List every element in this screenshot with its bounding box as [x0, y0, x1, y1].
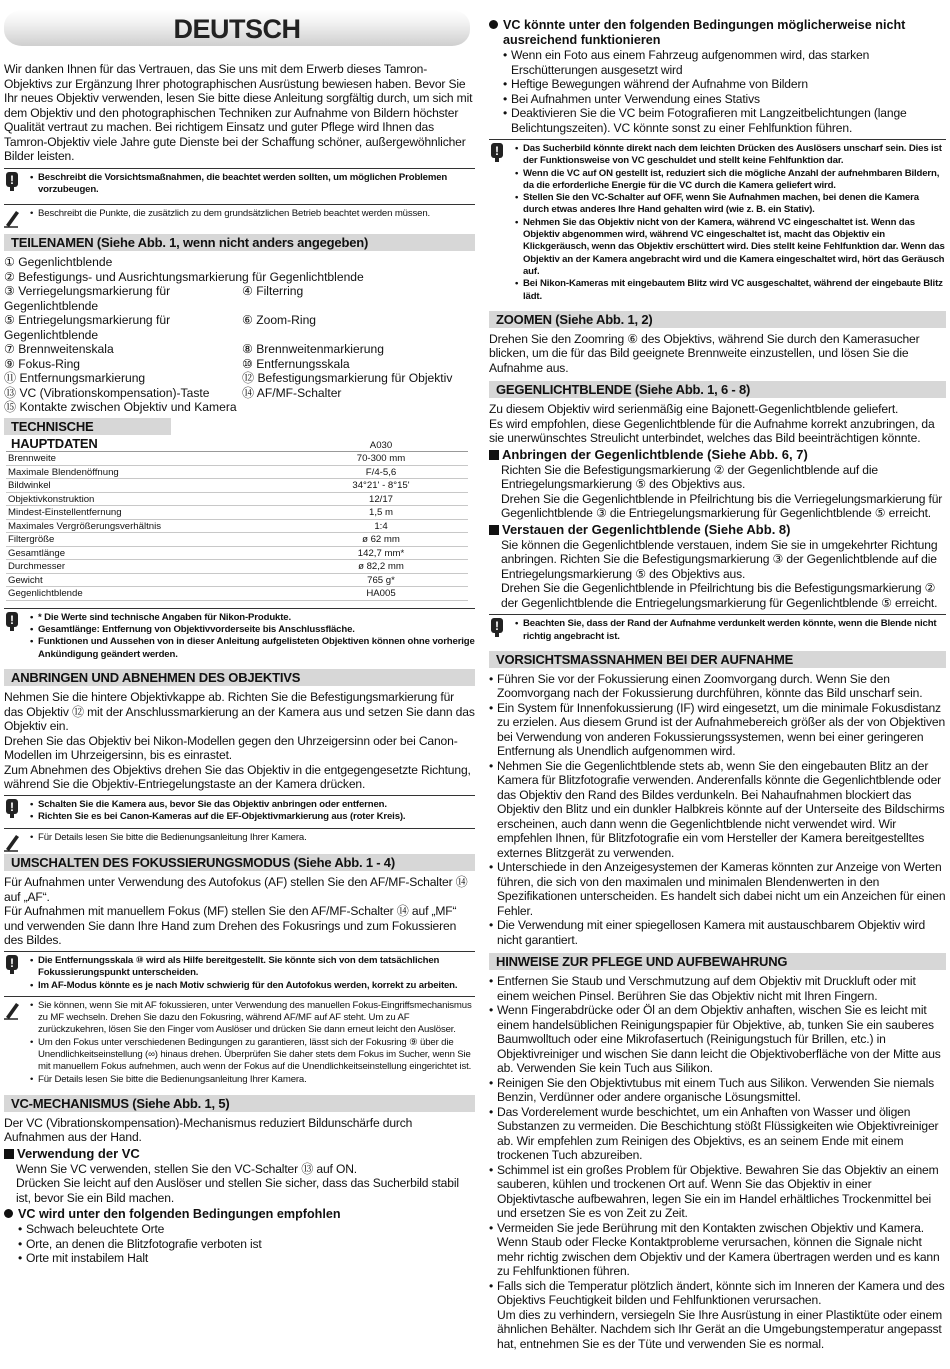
hood-cautions — [489, 614, 946, 645]
caution-icon — [4, 171, 20, 193]
vc-heading: VC-MECHANISMUS (Siehe Abb. 1, 5) — [4, 1095, 475, 1112]
vc-use-p2: Drücken Sie leicht auf den Auslöser und stellen Sie sicher, dass das Sucherbild stabil ist, bevor Sie ein Bild machen. — [16, 1176, 459, 1205]
focus-p1: Für Aufnahmen unter Verwendung des Autofokus (AF) stellen Sie den AF/MF-Schalter ⑭ auf „AF“. — [4, 875, 468, 904]
table-row — [6, 506, 468, 520]
circle-bullet-icon — [489, 20, 498, 29]
spec-value: 142,7 mm* — [294, 546, 468, 560]
list-item: • Schwach beleuchtete Orte — [18, 1222, 475, 1237]
spec-value: 70-300 mm — [294, 452, 468, 466]
spec-value: ø 82,2 mm — [294, 560, 468, 574]
mount-memos — [4, 828, 475, 846]
parts-row — [4, 284, 475, 313]
right-column — [489, 18, 946, 1351]
hood-store-p2: Drehen Sie die Gegenlichtblende in Pfeilrichtung bis die Befestigungsmarkierung ② der Gegenlichtblende die Entriegelungsmarkierung für Gegenlichtblende ⑤ erreicht. — [501, 581, 938, 610]
caution-icon — [489, 617, 505, 639]
spec-label: Brennweite — [6, 452, 294, 466]
svg-text:!: ! — [10, 612, 14, 627]
memo-icon — [4, 831, 20, 853]
svg-text:!: ! — [495, 619, 499, 634]
parts-row — [4, 270, 475, 285]
circle-bullet-icon — [4, 1209, 13, 1218]
memo-item: • Sie können, wenn Sie mit AF fokussieren, unter Verwendung des manuellen Fokus-Eingriffsmechanismus zu MF wechseln. Drehen Sie dazu den Fokusring, während AF/MF auf AF steht. Um zu AF zurückzukehren, lösen Sie den Finger vom Auslöser und drücken Sie dann erneut leicht den Auslöser. — [30, 1000, 475, 1037]
hood-store-heading — [489, 522, 946, 538]
spec-label: Durchmesser — [6, 560, 294, 574]
vc-recommended-list — [4, 1222, 475, 1266]
part-name: ② Befestigungs- und Ausrichtungsmarkierung für Gegenlichtblende — [4, 269, 364, 284]
zoom-heading: ZOOMEN (Siehe Abb. 1, 2) — [489, 311, 946, 328]
list-item: • Das Vorderelement wurde beschichtet, um ein Anhaften von Wasser und öligen Substanzen zu vermeiden. Die Beschichtung stößt Flüssigkeiten wie Objektivreiniger ab. Wir empfehlen zum Reinigen des Objektivs, es an seinem Ende mit einem trockenen Tuch abzureiben. — [489, 1105, 946, 1163]
spec-label: Gewicht — [6, 573, 294, 587]
list-item: • Entfernen Sie Staub und Verschmutzung auf dem Objektiv mit Druckluft oder mit einem weichen Pinsel. Berühren Sie das Objektiv nicht mit Ihren Fingern. — [489, 974, 946, 1003]
spec-value: 1,5 m — [294, 506, 468, 520]
hood-p2: Es wird empfohlen, diese Gegenlichtblende für die Aufnahme korrekt anzubringen, da sie unerwünschtes Streulicht unterbindet, welches das Bild beeinträchtigen könnte. — [489, 416, 935, 446]
part-name: ⑦ Brennweitenskala — [4, 342, 114, 357]
hood-heading: GEGENLICHTBLENDE (Siehe Abb. 1, 6 - 8) — [489, 381, 946, 398]
specs-table — [6, 439, 468, 601]
caution-item: • Stellen Sie den VC-Schalter auf OFF, wenn Sie Aufnahmen machen, bei denen die Kamera durch etwas anderes Ihre Hand gehalten wird (wie z. B. ein Stativ). — [515, 192, 946, 217]
spec-label: Filtergröße — [6, 533, 294, 547]
memo-item: • Für Details lesen Sie bitte die Bedienungsanleitung Ihrer Kamera. — [30, 832, 475, 844]
table-row — [6, 465, 468, 479]
list-item: • Reinigen Sie den Objektivtubus mit einem Tuch aus Silikon. Verwenden Sie niemals Benzin, Verdünner oder andere organische Lösungsmittel. — [489, 1076, 946, 1105]
precautions-list — [489, 672, 946, 948]
parts-row — [4, 313, 475, 342]
intro-paragraph: Wir danken Ihnen für das Vertrauen, das Sie uns mit dem Erwerb dieses Tamron-Objektivs zur Ergänzung Ihrer photographischen Ausrüstung bewiesen haben. Bevor Sie Ihr neues Objektiv verwenden, lesen Sie bitte diese Anleitung sorgfältig durch, um sich mit dem Objektiv und den photographischen Techniken zur Aufnahme von Bildern höchster Qualität vertraut zu machen. Bei richtigem Einsatz und guter Pflege wird Ihnen das Tamron-Objektiv viele Jahre gute Dienste bei der Schaffung schöner, außergewöhnlicher Bilder leisten. — [4, 62, 473, 163]
focus-heading: UMSCHALTEN DES FOKUSSIERUNGSMODUS (Siehe Abb. 1 - 4) — [4, 854, 475, 871]
hood-attach-p2: Drehen Sie die Gegenlichtblende in Pfeilrichtung bis die Verriegelungsmarkierung für Gegenlichtblende ③ die Entriegelungsmarkierung für Gegenlichtblende ⑤ erreicht. — [501, 491, 943, 521]
caution-item: • Richten Sie es bei Canon-Kameras auf die EF-Objektivmarkierung aus (roter Kreis). — [30, 811, 475, 823]
caution-icon — [4, 798, 20, 820]
hood-attach-p1: Richten Sie die Befestigungsmarkierung ② der Gegenlichtblende auf die Entriegelungsmarkierung ⑤ des Objektivs aus. — [501, 462, 878, 492]
svg-text:!: ! — [495, 144, 499, 158]
parts-heading: TEILENAMEN (Siehe Abb. 1, wenn nicht anders angegeben) — [4, 234, 475, 251]
legend-caution — [4, 168, 475, 199]
focus-cautions — [4, 951, 475, 994]
parts-row — [4, 371, 475, 386]
svg-text:!: ! — [10, 955, 14, 970]
legend-caution-text: • Beschreibt die Vorsichtsmaßnahmen, die beachtet werden sollten, um möglichen Problemen vorzubeugen. — [30, 172, 475, 197]
page-title: DEUTSCH — [173, 14, 301, 44]
list-item: • Schimmel ist ein großes Problem für Objektive. Bewahren Sie das Objektiv an einem sauberen, kühlen und trockenen Ort auf. Wenn Sie das Objektiv in einer Objektivtasche aufbewahren, legen Sie ein im Handel erhältliches Trockenmittel bei und ersetzen Sie es von Zeit zu Zeit. — [489, 1163, 946, 1221]
caution-item: • Schalten Sie die Kamera aus, bevor Sie das Objektiv anbringen oder entfernen. — [30, 799, 475, 811]
svg-text:!: ! — [10, 799, 14, 814]
memo-icon — [4, 999, 20, 1021]
list-item: • Deaktivieren Sie die VC beim Fotografieren mit Langzeitbelichtungen (lange Belichtungszeiten). VC könnte sonst zu einer Fehlfunktion führen. — [503, 106, 946, 135]
focus-p2: Für Aufnahmen mit manuellem Fokus (MF) stellen Sie den AF/MF-Schalter ⑭ auf „MF“ und verwenden Sie dann Ihre Hand zum Drehen des Fokusrings und zum Fokussieren des Bildes. — [4, 904, 457, 948]
mount-p1: Nehmen Sie die hintere Objektivkappe ab. Richten Sie die Befestigungsmarkierung für das Objektiv ⑫ mit der Anschlussmarkierung an der Kamera aus und setzen Sie dann das Objektiv ein. — [4, 690, 475, 734]
part-name: ⑩ Entfernungsskala — [242, 356, 350, 371]
table-row — [6, 587, 468, 601]
part-name: ④ Filterring — [242, 284, 304, 299]
spec-value: ø 62 mm — [294, 533, 468, 547]
svg-text:!: ! — [10, 172, 14, 187]
list-item: • Ein System für Innenfokussierung (IF) wird eingesetzt, um die minimale Fokusdistanz zu erzielen. Aus diesem Grund ist der Aufnahmebereich größer als der von Objektiven bei Verwendung von anderen Fokussierungssystemen, wenn bei einer geringeren Entfernung als Unendlich aufgenommen wird. — [489, 701, 946, 759]
care-heading: HINWEISE ZUR PFLEGE UND AUFBEWAHRUNG — [489, 953, 946, 970]
vc-not-sufficient-list — [489, 48, 946, 135]
vc-use-heading — [4, 1146, 475, 1162]
specs-notes — [4, 608, 475, 663]
vc-use-heading-text: Verwendung der VC — [17, 1145, 140, 1161]
spec-label: Maximales Vergrößerungsverhältnis — [6, 519, 294, 533]
left-column — [4, 62, 475, 1266]
caution-item: • Bei Nikon-Kameras mit eingebautem Blitz wird VC ausgeschaltet, während der eingebaute Blitz lädt. — [515, 278, 946, 303]
parts-row — [4, 357, 475, 372]
spec-note: • Funktionen und Aussehen von in dieser Anleitung aufgelisteten Objektiven können ohne vorherige Ankündigung geändert werden. — [30, 636, 475, 661]
table-row — [6, 452, 468, 466]
spec-note: • Gesamtlänge: Entfernung von Objektivvorderseite bis Anschlussfläche. — [30, 624, 475, 636]
list-item: • Führen Sie vor der Fokussierung einen Zoomvorgang durch. Wenn Sie den Zoomvorgang nach der Fokussierung durchführen, könnte das Bild unscharf sein. — [489, 672, 946, 701]
mount-p2: Drehen Sie das Objektiv bei Nikon-Modellen gegen den Uhrzeigersinn oder bei Canon-Modellen im Uhrzeigersinn, bis es einrastet. — [4, 733, 458, 763]
memo-item: • Für Details lesen Sie bitte die Bedienungsanleitung Ihrer Kamera. — [30, 1074, 475, 1086]
specs-heading: TECHNISCHE HAUPTDATEN — [4, 418, 171, 435]
spec-label: Bildwinkel — [6, 479, 294, 493]
vc-use-p1: Wenn Sie VC verwenden, stellen Sie den VC-Schalter ⑬ auf ON. — [16, 1161, 357, 1176]
vc-not-sufficient-heading-text: VC könnte unter den folgenden Bedingungen möglicherweise nicht ausreichend funktionieren — [503, 18, 906, 47]
caution-item: • Die Entfernungsskala ⑩ wird als Hilfe bereitgestellt. Sie könnte sich von dem tatsächlichen Fokussierungspunkt unterscheiden. — [30, 955, 475, 980]
part-name: ⑫ Befestigungsmarkierung für Objektiv — [242, 371, 453, 386]
hood-store-p1: Sie können die Gegenlichtblende verstauen, indem Sie sie in umgekehrter Richtung anbringen. Richten Sie die Befestigungsmarkierung ③ der Gegenlichtblende auf die Entriegelungsmarkierung ⑤ des Objektivs aus. — [501, 537, 938, 581]
part-name: ① Gegenlichtblende — [4, 255, 113, 270]
spec-note: • * Die Werte sind technische Angaben für Nikon-Produkte. — [30, 612, 475, 624]
legend-memo-text: • Beschreibt die Punkte, die zusätzlich zu dem grundsätzlichen Betrieb beachtet werden müssen. — [30, 208, 475, 220]
square-bullet-icon — [489, 450, 499, 460]
vc-cautions — [489, 139, 946, 305]
table-row — [6, 519, 468, 533]
spec-label: Gesamtlänge — [6, 546, 294, 560]
hood-attach-heading — [489, 447, 946, 463]
list-item: • Heftige Bewegungen während der Aufnahme von Bildern — [503, 77, 946, 92]
vc-recommended-heading-text: VC wird unter den folgenden Bedingungen empfohlen — [18, 1207, 341, 1222]
spec-label: Gegenlichtblende — [6, 587, 294, 601]
part-name: ⑭ AF/MF-Schalter — [242, 385, 342, 400]
vc-p1: Der VC (Vibrationskompensation)-Mechanismus reduziert Bildunschärfe durch Aufnahmen aus der Hand. — [4, 1115, 413, 1145]
list-item: • Die Verwendung mit einer spiegellosen Kamera mit austauschbarem Objektiv wird nicht garantiert. — [489, 918, 946, 947]
list-item: • Wenn ein Foto aus einem Fahrzeug aufgenommen wird, das starken Erschütterungen ausgesetzt wird — [503, 48, 946, 77]
memo-item: • Um den Fokus unter verschiedenen Bedingungen zu garantieren, lässt sich der Fokusring ⑨ über die Unendlichkeitseinstellung (∞) hinaus drehen. Überprüfen Sie daher stets dem Fokus im Sucher, wenn Sie mit manuellem Fokus aufnehmen, auch wenn der Fokus auf die Unendlichkeitseinstellung eingerichtet ist. — [30, 1037, 475, 1074]
table-row — [6, 560, 468, 574]
table-row — [6, 479, 468, 493]
table-row — [6, 546, 468, 560]
spec-label: Maximale Blendenöffnung — [6, 465, 294, 479]
part-name: ③ Verriegelungsmarkierung für Gegenlichtblende — [4, 284, 171, 313]
language-banner — [4, 10, 470, 46]
vc-not-sufficient-heading — [489, 18, 946, 48]
list-item: • Orte mit instabilem Halt — [18, 1251, 475, 1266]
parts-list — [4, 255, 475, 415]
spec-value: 765 g* — [294, 573, 468, 587]
part-name: ⑪ Entfernungsmarkierung — [4, 371, 146, 386]
list-item: • Falls sich die Temperatur plötzlich ändert, könnte sich im Inneren der Kamera und des Objektivs Feuchtigkeit bilden und Fehlfunktionen verursachen. — [489, 1279, 946, 1308]
parts-row — [4, 342, 475, 357]
mount-heading: ANBRINGEN UND ABNEHMEN DES OBJEKTIVS — [4, 669, 475, 686]
care-final: Um dies zu verhindern, versiegeln Sie Ihre Ausrüstung in einer Plastiktüte oder einem ähnlichen Behälter. Nachdem sich Ihr Gerät an die Umgebungstemperatur angepasst hat, entnehmen Sie es der Tüte und verwenden Sie es normal. — [497, 1307, 943, 1351]
spec-value: 1:4 — [294, 519, 468, 533]
precautions-heading: VORSICHTSMASSNAHMEN BEI DER AUFNAHME — [489, 651, 946, 668]
square-bullet-icon — [489, 525, 499, 535]
list-item: • Nehmen Sie die Gegenlichtblende stets ab, wenn Sie den eingebauten Blitz an der Kamera für Blitzfotografie verwenden. Anderenfalls könnte die Gegenlichtblende oder das Objektiv den Rand des Bildes verdunkeln. Bei Nahaufnahmen blockiert das Objektiv den Blitz und ein dunkler Halbkreis könnte auf der Unterseite des Bildschirms erscheinen, auch dann wenn die Gegenlichtblende nicht verwendet wird. Wir empfehlen Ihnen, für Blitzfotografie ein vom Hersteller der Kamera bereitgestelltes externes Blitzgerät zu verwenden. — [489, 759, 946, 861]
caution-icon — [489, 142, 505, 164]
table-row — [6, 492, 468, 506]
part-name: ⑬ VC (Vibrationskompensation)-Taste — [4, 385, 210, 400]
list-item: • Orte, an denen die Blitzfotografie verboten ist — [18, 1237, 475, 1252]
caution-icon — [4, 954, 20, 976]
memo-icon — [4, 207, 20, 229]
caution-item: • Nehmen Sie das Objektiv nicht von der Kamera, während VC eingeschaltet ist. Wenn das Objektiv abgenommen wird, während VC eingeschaltet ist, macht das Objektiv ein Klickgeräusch, wenn das Objektiv erschüttert wird. Dies stellt keine Fehlfunktion dar. Wenn das Objektiv an der Kamera angebracht wird und die Kamera eingeschaltet wird, hört das Geräusch auf. — [515, 217, 946, 278]
square-bullet-icon — [4, 1149, 14, 1159]
focus-memos — [4, 996, 475, 1088]
spec-value: 34°21' - 8°15' — [294, 479, 468, 493]
care-list — [489, 974, 946, 1308]
hood-p1: Zu diesem Objektiv wird serienmäßig eine Bajonett-Gegenlichtblende geliefert. — [489, 402, 899, 417]
zoom-p1: Drehen Sie den Zoomring ⑥ des Objektivs, während Sie durch den Kamerasucher blicken, um die für das Bild geeignete Brennweite einzustellen, und lösen Sie die Aufnahme aus. — [489, 331, 920, 375]
legend-memo — [4, 204, 475, 222]
caution-icon — [4, 611, 20, 633]
caution-item: • Wenn die VC auf ON gestellt ist, reduziert sich die mögliche Anzahl der aufnehmbaren Bildern, da die erforderliche Energie für die VC durch die Kamera geliefert wird. — [515, 168, 946, 193]
spec-value: F/4-5,6 — [294, 465, 468, 479]
specs-model: A030 — [294, 439, 468, 452]
hood-attach-heading-text: Anbringen der Gegenlichtblende (Siehe Abb. 6, 7) — [502, 446, 808, 462]
list-item: • Unterschiede in den Anzeigesystemen der Kameras könnten zur Anzeige von Werten führen, die sich von den maximalen und minimalen Blendenwerten in den Spezifikationen unterscheiden. Es handelt sich dabei nicht um ein Anzeichen für einen Fehler. — [489, 860, 946, 918]
caution-item: • Im AF-Modus könnte es je nach Motiv schwierig für den Autofokus werden, korrekt zu arbeiten. — [30, 980, 475, 992]
list-item: • Vermeiden Sie jede Berührung mit den Kontakten zwischen Objektiv und Kamera. Wenn Staub oder Flecke Kontaktprobleme verursachen, können die Signale nicht mehr richtig zwischen dem Objektiv und der Kamera übertragen werden und es kann zu Fehlfunktionen führen. — [489, 1221, 946, 1279]
spec-value: HA005 — [294, 587, 468, 601]
list-item: • Bei Aufnahmen unter Verwendung eines Stativs — [503, 92, 946, 107]
mount-cautions — [4, 795, 475, 826]
list-item: • Wenn Fingerabdrücke oder Öl an dem Objektiv anhaften, wischen Sie es leicht mit einem handelsüblichen Reinigungspapier für Objektive, ab, tunken Sie ein sauberes Baumwolltuch oder eine Mikrofasertuch (Reinigungstuch für Brillen, etc.) in Objektivreiniger und wischen Sie dann leicht die Objektivoberfläche von der Mitte aus ab. Verwenden Sie kein Tuch aus Silikon. — [489, 1003, 946, 1076]
part-name: ⑮ Kontakte zwischen Objektiv und Kamera — [4, 400, 237, 415]
parts-row — [4, 255, 475, 270]
part-name: ⑥ Zoom-Ring — [242, 313, 317, 328]
table-row — [6, 533, 468, 547]
vc-recommended-heading — [4, 1207, 475, 1222]
parts-row — [4, 386, 475, 401]
spec-label: Mindest-Einstellentfernung — [6, 506, 294, 520]
table-row — [6, 573, 468, 587]
hood-store-heading-text: Verstauen der Gegenlichtblende (Siehe Abb. 8) — [502, 521, 791, 537]
parts-row — [4, 400, 475, 415]
part-name: ⑧ Brennweitenmarkierung — [242, 342, 384, 357]
mount-p3: Zum Abnehmen des Objektivs drehen Sie das Objektiv in die entgegengesetzte Richtung, während Sie die Objektiv-Entriegelungstaste an der Kamera drücken. — [4, 762, 471, 792]
spec-value: 12/17 — [294, 492, 468, 506]
caution-item: • Beachten Sie, dass der Rand der Aufnahme verdunkelt werden könnte, wenn die Blende nicht richtig angebracht ist. — [515, 618, 946, 643]
caution-item: • Das Sucherbild könnte direkt nach dem leichten Drücken des Auslösers unscharf sein. Dies ist der Funktionsweise von VC geschuldet und stellt keine Fehlfunktion dar. — [515, 143, 946, 168]
part-name: ⑨ Fokus-Ring — [4, 356, 81, 371]
spec-label: Objektivkonstruktion — [6, 492, 294, 506]
part-name: ⑤ Entriegelungsmarkierung für Gegenlichtblende — [4, 313, 171, 342]
